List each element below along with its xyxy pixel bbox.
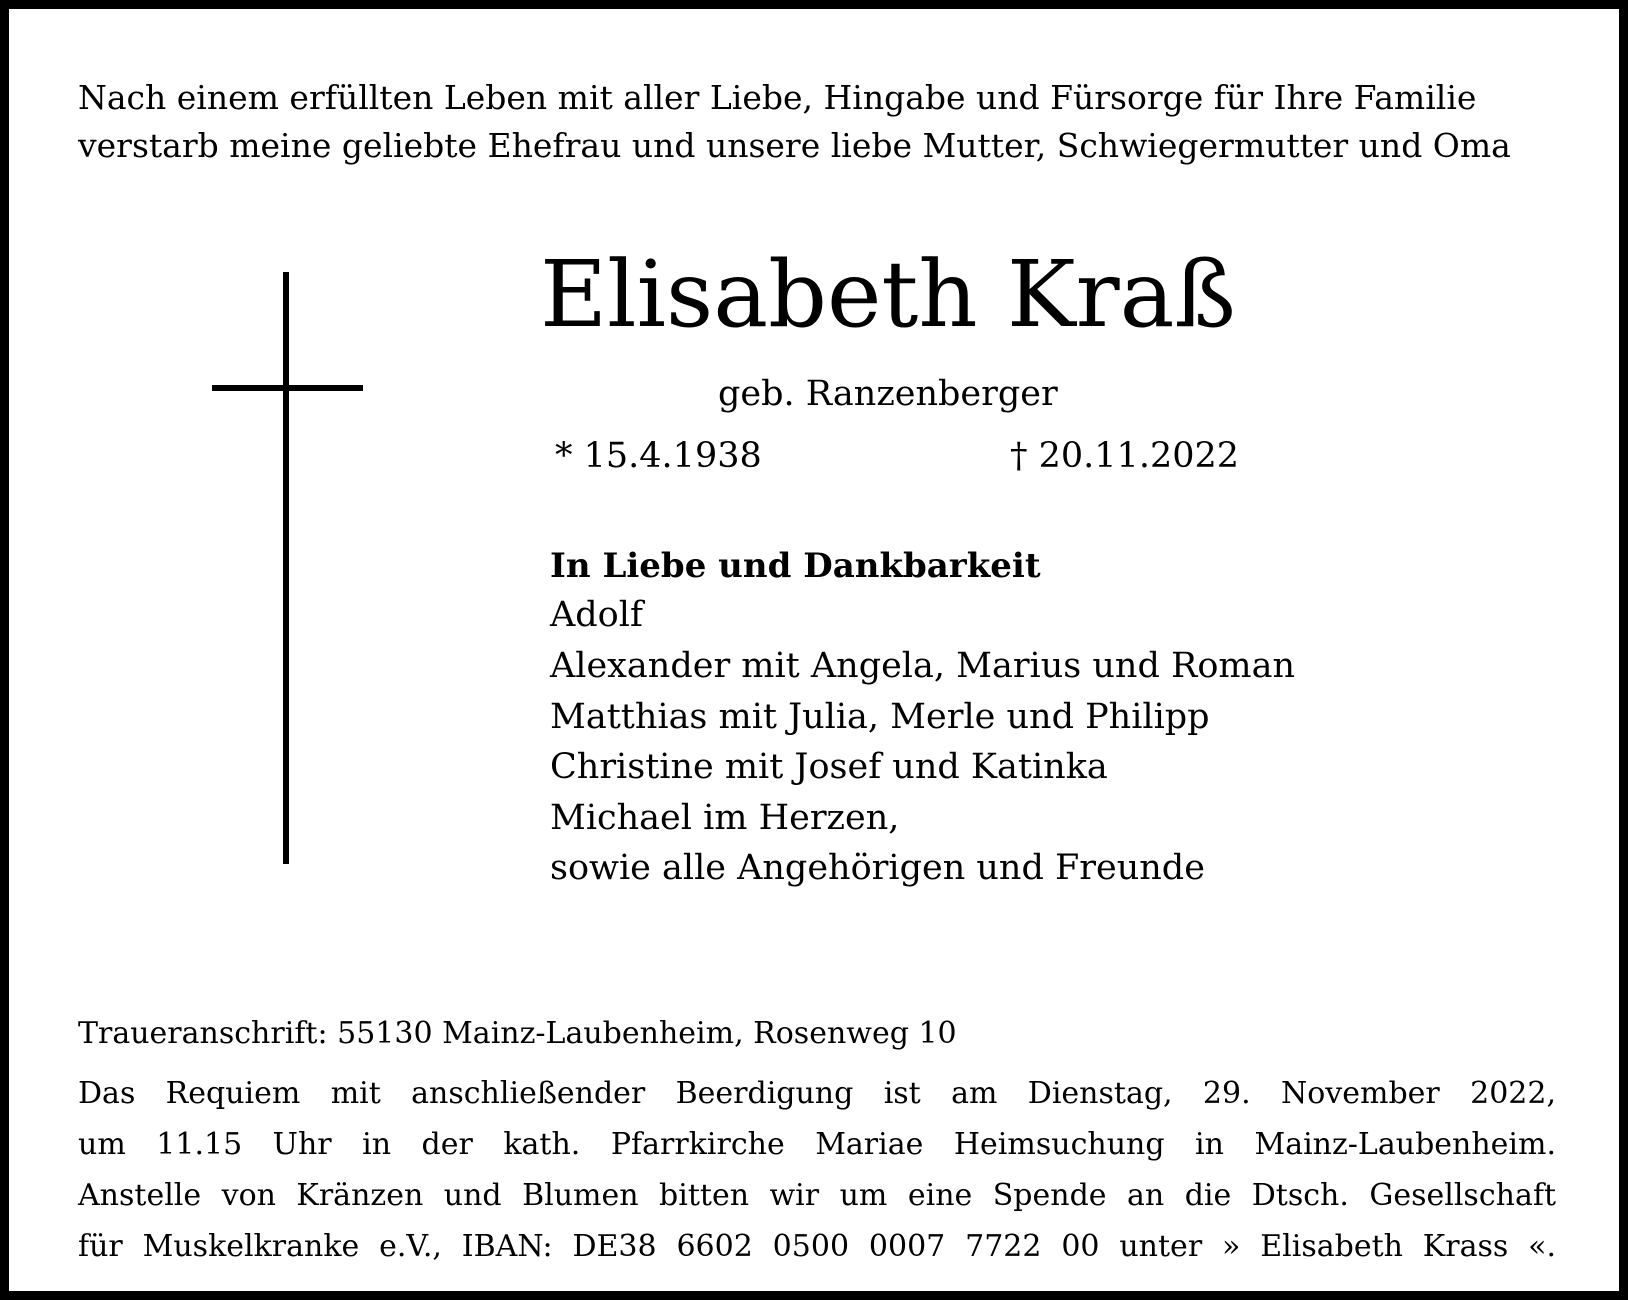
mourner-line: Matthias mit Julia, Merle und Philipp xyxy=(550,697,1210,737)
intro-text xyxy=(78,74,1558,170)
birth-date: * 15.4.1938 xyxy=(555,436,762,476)
mourner-line: Michael im Herzen, xyxy=(550,798,900,838)
mourners-list xyxy=(550,590,1295,893)
intro-line-2: verstarb meine geliebte Ehefrau und unsere liebe Mutter, Schwiegermutter und Oma xyxy=(78,126,1511,165)
funeral-notice xyxy=(78,1068,1556,1272)
death-date: † 20.11.2022 xyxy=(1010,436,1240,476)
cross-icon-horizontal-bar xyxy=(212,385,363,391)
mourners-block xyxy=(550,542,1295,893)
notice-line: Anstelle von Kränzen und Blumen bitten wir um eine Spende an die Dtsch. Gesellschaft xyxy=(78,1178,1556,1213)
deceased-name: Elisabeth Kraß xyxy=(540,241,1236,348)
notice-line: Das Requiem mit anschließender Beerdigung ist am Dienstag, 29. November 2022, xyxy=(78,1076,1556,1111)
maiden-name: geb. Ranzenberger xyxy=(718,374,1058,414)
mourner-line: Alexander mit Angela, Marius und Roman xyxy=(550,646,1296,686)
intro-line-1: Nach einem erfüllten Leben mit aller Liebe, Hingabe und Fürsorge für Ihre Familie xyxy=(78,78,1477,117)
mourner-line: Christine mit Josef und Katinka xyxy=(550,747,1108,787)
mourning-address: Traueranschrift: 55130 Mainz-Laubenheim, Rosenweg 10 xyxy=(78,1016,957,1051)
mourner-line: sowie alle Angehörigen und Freunde xyxy=(550,848,1205,888)
notice-line: für Muskelkranke e.V., IBAN: DE38 6602 0500 0007 7722 00 unter » Elisabeth Krass «. xyxy=(78,1229,1556,1264)
mourners-heading: In Liebe und Dankbarkeit xyxy=(550,546,1041,586)
mourner-line: Adolf xyxy=(550,595,643,635)
notice-line: um 11.15 Uhr in der kath. Pfarrkirche Mariae Heimsuchung in Mainz-Laubenheim. xyxy=(78,1127,1556,1162)
cross-icon-vertical-bar xyxy=(283,272,289,864)
